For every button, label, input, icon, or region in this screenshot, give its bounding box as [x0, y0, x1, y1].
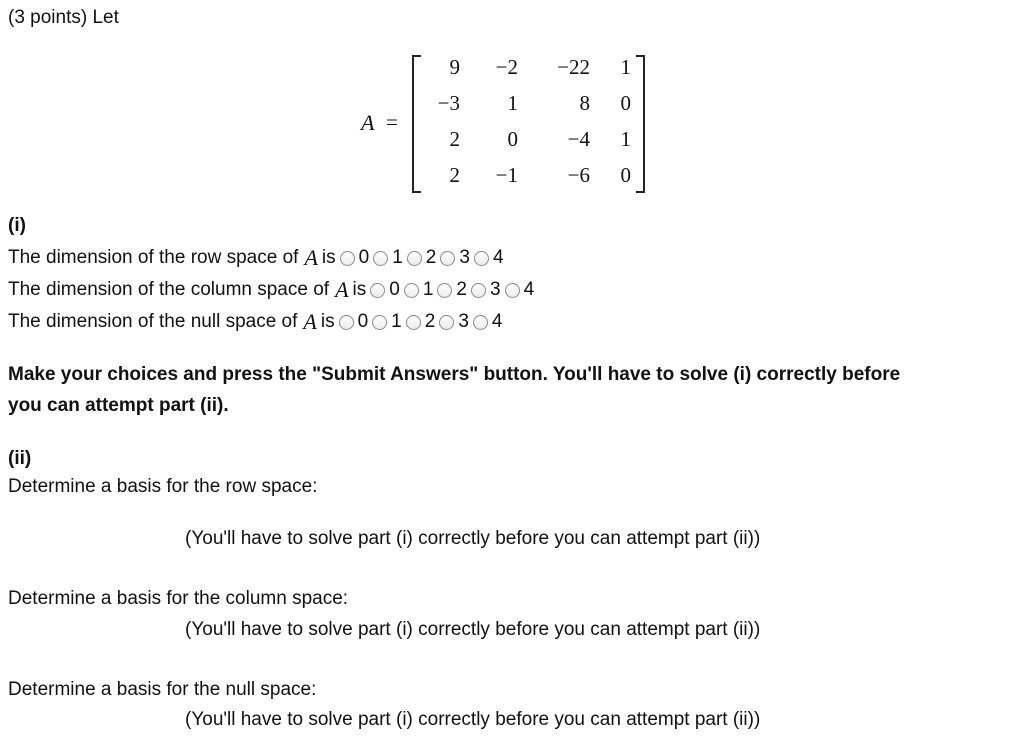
column-space-basis-prompt: Determine a basis for the column space:	[8, 588, 349, 609]
instructions-line-2: you can attempt part (ii).	[8, 395, 229, 416]
radio-option-1[interactable]	[369, 247, 403, 269]
radio-label[interactable]: 3	[490, 279, 501, 300]
matrix-cell: −1	[495, 163, 518, 187]
matrix-cell: 2	[449, 163, 460, 187]
radio-button[interactable]	[339, 315, 354, 330]
radio-label[interactable]: 3	[458, 311, 469, 332]
question-is: is	[320, 311, 335, 332]
radio-label[interactable]: 2	[456, 279, 467, 300]
radio-button[interactable]	[372, 315, 387, 330]
radio-label[interactable]: 4	[492, 247, 504, 268]
radio-label[interactable]: 0	[357, 311, 369, 332]
radio-option-2[interactable]	[433, 279, 467, 301]
radio-button[interactable]	[473, 315, 488, 330]
matrix-cell: 1	[507, 91, 518, 115]
matrix-variable: A	[361, 110, 375, 135]
radio-button[interactable]	[439, 315, 454, 330]
radio-option-1[interactable]	[368, 311, 402, 333]
radio-button[interactable]	[370, 283, 385, 298]
radio-option-3[interactable]	[436, 247, 470, 269]
matrix-cell: 8	[579, 91, 590, 115]
radio-option-0[interactable]	[336, 247, 370, 269]
problem-intro: (3 points) Let	[8, 7, 119, 28]
matrix-equals: =	[386, 110, 398, 134]
part-i-label: (i)	[8, 215, 26, 236]
radio-label[interactable]: 3	[459, 247, 470, 268]
column-space-locked-message: (You'll have to solve part (i) correctly before you can attempt part (ii))	[185, 619, 761, 640]
question-variable: A	[335, 277, 349, 302]
part-ii-label: (ii)	[8, 448, 32, 469]
radio-label[interactable]: 4	[491, 311, 503, 332]
question-text: The dimension of the row space of	[8, 247, 299, 268]
radio-button[interactable]	[404, 283, 419, 298]
radio-option-1[interactable]	[400, 279, 434, 301]
radio-option-3[interactable]	[467, 279, 501, 301]
matrix-cell: 0	[620, 163, 631, 187]
question-null-space-dimension	[8, 309, 502, 335]
radio-label[interactable]: 1	[422, 279, 434, 300]
radio-option-4[interactable]	[469, 311, 503, 333]
matrix-cell: −3	[437, 91, 460, 115]
matrix-cell: −6	[567, 163, 590, 187]
question-variable: A	[303, 309, 317, 334]
radio-option-2[interactable]	[402, 311, 436, 333]
question-variable: A	[304, 245, 318, 270]
radio-label[interactable]: 0	[389, 279, 400, 300]
radio-option-2[interactable]	[403, 247, 437, 269]
matrix-cell: −2	[495, 55, 518, 79]
row-space-locked-message: (You'll have to solve part (i) correctly before you can attempt part (ii))	[185, 528, 761, 549]
radio-option-4[interactable]	[501, 279, 535, 301]
matrix-cell: 2	[449, 127, 460, 151]
radio-option-0[interactable]	[335, 311, 369, 333]
radio-label[interactable]: 0	[358, 247, 370, 268]
radio-button[interactable]	[437, 283, 452, 298]
radio-option-4[interactable]	[470, 247, 504, 269]
radio-label[interactable]: 2	[425, 247, 437, 268]
null-space-locked-message: (You'll have to solve part (i) correctly before you can attempt part (ii))	[185, 709, 761, 730]
matrix-cell: 1	[620, 55, 631, 79]
matrix-cell: 0	[507, 127, 518, 151]
radio-option-3[interactable]	[435, 311, 469, 333]
radio-button[interactable]	[406, 315, 421, 330]
radio-label[interactable]: 1	[391, 311, 402, 332]
matrix-cell: −22	[557, 55, 590, 79]
question-is: is	[352, 279, 367, 300]
radio-option-0[interactable]	[366, 279, 400, 301]
question-text: The dimension of the column space of	[8, 279, 330, 300]
matrix-block	[0, 0, 1024, 200]
matrix-cell: −4	[567, 127, 590, 151]
radio-button[interactable]	[505, 283, 520, 298]
radio-button[interactable]	[407, 251, 422, 266]
question-text: The dimension of the null space of	[8, 311, 298, 332]
radio-button[interactable]	[474, 251, 489, 266]
matrix-cell: 9	[449, 55, 460, 79]
question-row-space-dimension	[8, 245, 504, 271]
matrix-right-bracket	[636, 55, 645, 193]
row-space-basis-prompt: Determine a basis for the row space:	[8, 476, 318, 497]
radio-label[interactable]: 2	[424, 311, 436, 332]
matrix-cell: 1	[620, 127, 631, 151]
radio-button[interactable]	[471, 283, 486, 298]
radio-label[interactable]: 4	[523, 279, 535, 300]
null-space-basis-prompt: Determine a basis for the null space:	[8, 679, 317, 700]
radio-button[interactable]	[340, 251, 355, 266]
radio-label[interactable]: 1	[392, 247, 403, 268]
radio-button[interactable]	[373, 251, 388, 266]
instructions-line-1: Make your choices and press the "Submit Answers" button. You'll have to solve (i) correctly before	[8, 364, 901, 385]
radio-button[interactable]	[440, 251, 455, 266]
question-is: is	[321, 247, 336, 268]
question-column-space-dimension	[8, 277, 534, 303]
matrix-cell: 0	[620, 91, 631, 115]
